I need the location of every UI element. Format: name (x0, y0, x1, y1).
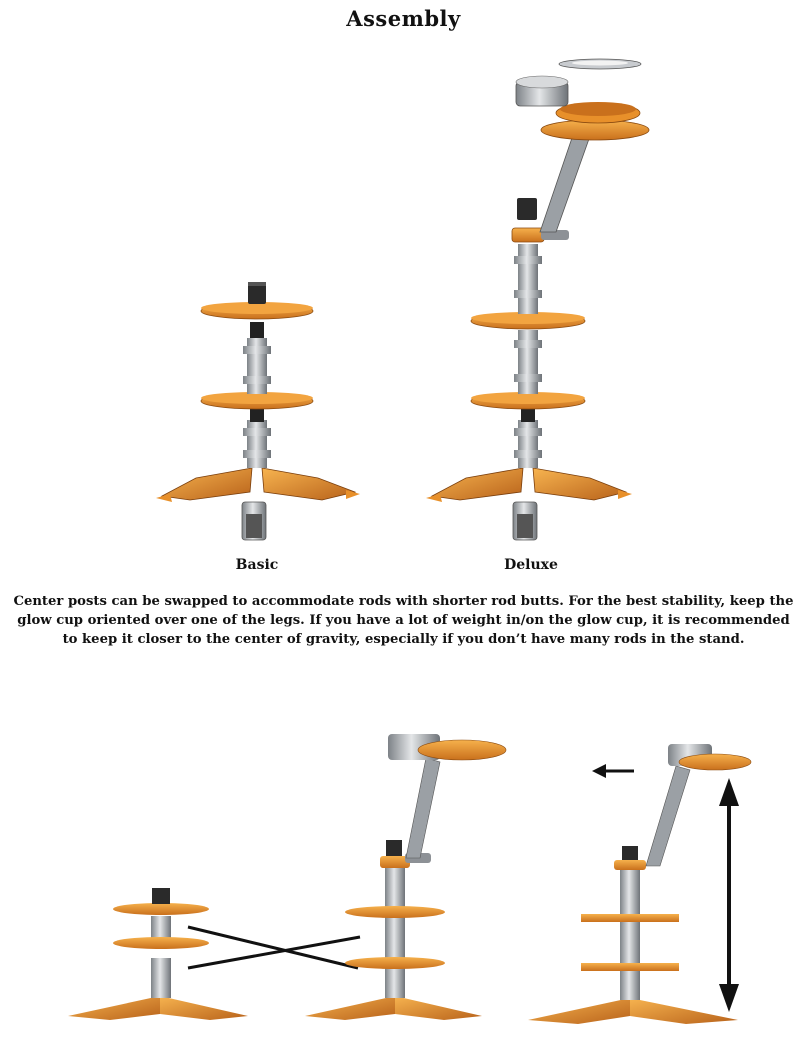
deluxe-stand (426, 59, 649, 540)
short-stand (68, 888, 248, 1020)
basic-stand (156, 282, 360, 540)
instructions-paragraph: Center posts can be swapped to accommodate rods with shorter rod butts. For the best stability, keep the glow cup oriented over one of the legs. If you have a lot of weight in/on the glow cup, it is recommended to keep it closer to the center of gravity, especially if you don’t have many rods in the stand. (13, 594, 794, 647)
arrow-left-icon (592, 764, 634, 778)
caption-basic: Basic (235, 557, 279, 573)
caption-deluxe: Deluxe (504, 557, 558, 573)
double-arrow-vertical-icon (719, 778, 739, 1012)
page-title: Assembly (346, 6, 461, 31)
tall-stand-with-cup (305, 734, 506, 1020)
swap-line-1 (188, 927, 358, 968)
offset-cup-stand (528, 744, 751, 1024)
